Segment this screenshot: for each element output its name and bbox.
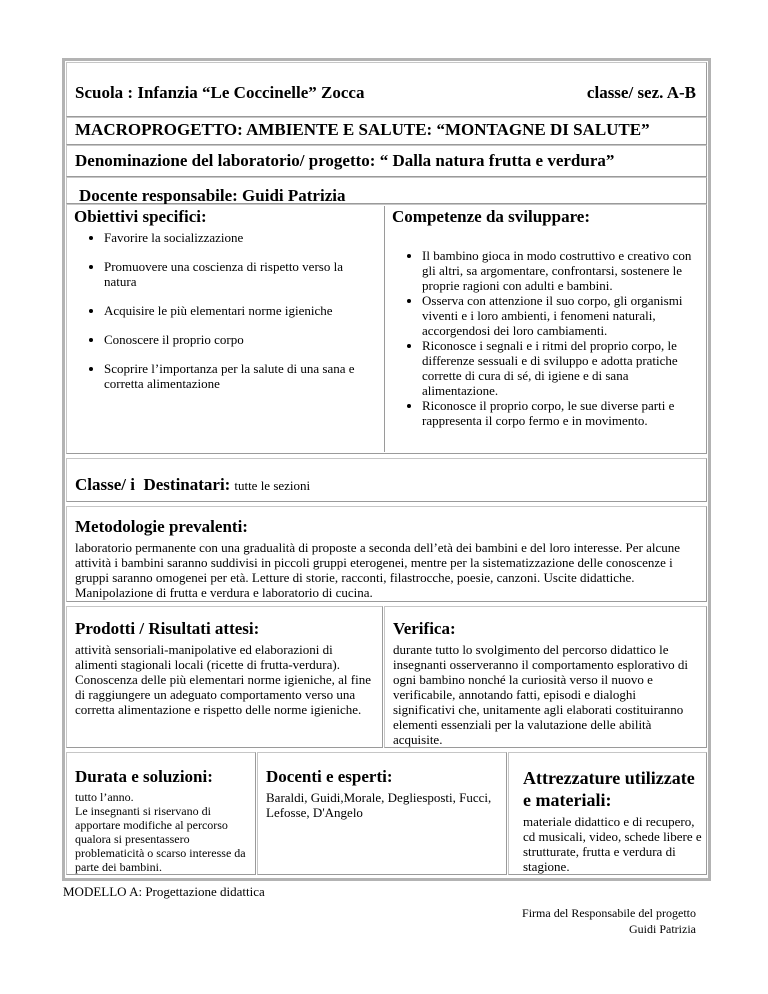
equipment-cell [508,752,707,875]
skills-list [392,248,702,428]
duration-line2: Le insegnanti si riservano di apportare modifiche al percorso qualora si presentassero problematicità o scarso interesse da parte dei bambini. [75,804,246,874]
objectives-list [74,230,374,405]
macroproject-cell [66,117,707,145]
equipment-text: materiale didattico e di recupero, cd musicali, video, schede libere e strutturate, frutta e verdura di stagione. [523,814,702,874]
objectives-title: Obiettivi specifici: [74,207,207,226]
methods-cell [66,506,707,602]
header-cell [66,62,707,117]
teacher-responsible: Docente responsabile: Guidi Patrizia [79,186,346,205]
duration-title: Durata e soluzioni: [75,767,213,786]
teachers-text: Baraldi, Guidi,Morale, Degliesposti, Fucci, Lefosse, D'Angelo [266,790,492,820]
objective-item: • Conoscere il proprio corpo [104,332,374,347]
skills-title: Competenze da sviluppare: [392,207,591,226]
methods-title: Metodologie prevalenti: [75,517,248,536]
objective-item: • Promuovere una coscienza di rispetto verso la natura [104,259,374,289]
lab-name: Denominazione del laboratorio/ progetto: “ Dalla natura frutta e verdura” [75,151,615,170]
duration-cell [66,752,256,875]
skill-item: • Riconosce il proprio corpo, le sue diverse parti e rappresenta il corpo fermo e in movimento. [422,398,702,428]
recipients-value: tutte le sezioni [234,478,311,493]
signature-label: Firma del Responsabile del progetto [522,906,696,920]
duration-line1: tutto l’anno. [75,790,134,804]
skill-item: • Riconosce i segnali e i ritmi del proprio corpo, le differenze sessuali e di sviluppo e adotta pratiche corrette di cura di sé, di igiene e di sana alimentazione. [422,338,702,398]
verification-title: Verifica: [393,619,456,638]
results-cell [66,606,383,748]
results-text: attività sensoriali-manipolative ed elaborazioni di alimenti stagionali locali (ricette di frutta-verdura). Conoscenza delle più elementari norme igieniche, al fine di raggiungere un adeguato comportamento verso una corretta alimentazione e rispetto delle norme igieniche. [75,642,371,717]
school-name: Scuola : Infanzia “Le Coccinelle” Zocca [75,83,365,102]
verification-cell [384,606,707,748]
recipients-cell [66,458,707,502]
objectives-divider [384,206,385,452]
verification-text: durante tutto lo svolgimento del percorso didattico le insegnanti osserveranno il comportamento esplorativo di ogni bambino nonché la curiosità verso il nuovo e verificabile, annotando fatti, episodi e dialoghi significativi che, unitamente agli elaborati costituiranno elementi essenziali per la valutazione delle abilità acquisite. [393,642,688,747]
model-label: MODELLO A: Progettazione didattica [63,884,265,899]
recipients-label: Classe/ i Destinatari: [75,475,231,494]
macroproject-title: MACROPROGETTO: AMBIENTE E SALUTE: “MONTAGNE DI SALUTE” [75,120,650,139]
skill-item: • Il bambino gioca in modo costruttivo e creativo con gli altri, sa argomentare, confrontarsi, sostenere le proprie ragioni con adulti e bambini. [422,248,702,293]
results-title: Prodotti / Risultati attesi: [75,619,260,638]
objective-item: • Favorire la socializzazione [104,230,374,245]
equipment-title: Attrezzature utilizzate e materiali: [523,768,695,810]
objective-item: • Acquisire le più elementari norme igieniche [104,303,374,318]
teachers-title: Docenti e esperti: [266,767,393,786]
objective-item: • Scoprire l’importanza per la salute di una sana e corretta alimentazione [104,361,374,391]
teacher-cell [66,177,707,204]
methods-text: laboratorio permanente con una gradualità di proposte a seconda dell’età dei bambini e del loro interesse. Per alcune attività i bambini saranno suddivisi in piccoli gruppi eterogenei, mentre per la sistematizzazione delle conoscenze i gruppi saranno omogenei per età. Letture di storie, racconti, filastrocche, poesie, canzoni. Uscite didattiche. Manipolazione di frutta e verdura e laboratorio di cucina. [75,540,680,600]
teachers-cell [257,752,507,875]
signature-name: Guidi Patrizia [629,922,696,936]
lab-name-cell [66,145,707,177]
skill-item: • Osserva con attenzione il suo corpo, gli organismi viventi e i loro ambienti, i fenomeni naturali, accorgendosi dei loro cambiamenti. [422,293,702,338]
recipients [75,475,310,495]
class-section: classe/ sez. A-B [586,83,696,102]
